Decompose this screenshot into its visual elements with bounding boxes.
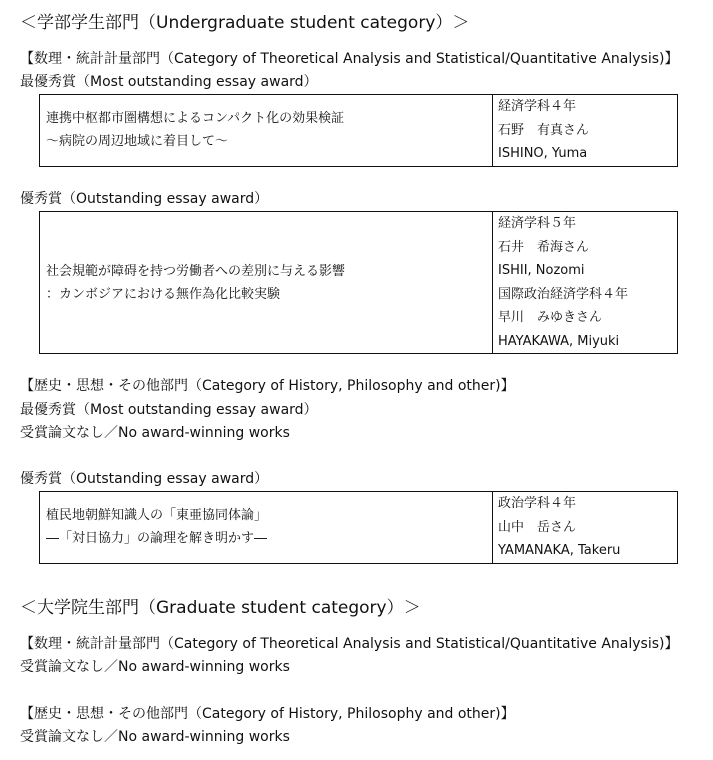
paper-title-line: 植民地朝鮮知識人の「東亜協同体論」 [46, 508, 268, 524]
undergrad-quant-heading: 【数理・統計計量部門（Category of Theoretical Analysis and Statistical/Quantitative Analysis)】 [20, 51, 679, 67]
undergrad-quant-most-label: 最優秀賞（Most outstanding essay award） [20, 74, 318, 90]
grad-heading: ＜大学院生部門（Graduate student category）＞ [20, 598, 421, 618]
undergrad-history-out-label: 優秀賞（Outstanding essay award） [20, 471, 269, 487]
undergrad-history-heading: 【歴史・思想・その他部門（Category of History, Philosophy and other)】 [20, 378, 515, 394]
paper-title-cell [40, 95, 493, 167]
author-dept: 経済学科５年 [498, 216, 577, 231]
undergrad-history-out-table [39, 491, 678, 564]
author-name-en: YAMANAKA, Takeru [498, 543, 621, 558]
author-name-en: ISHII, Nozomi [498, 263, 585, 278]
author-name-ja: 石井 希海さん [498, 239, 590, 255]
grad-quant-heading: 【数理・統計計量部門（Category of Theoretical Analysis and Statistical/Quantitative Analysis)】 [20, 636, 679, 652]
author-dept: 経済学科４年 [498, 99, 577, 114]
author-cell [493, 212, 678, 354]
paper-title-line: 連携中枢都市圏構想によるコンパクト化の効果検証 [46, 111, 345, 127]
undergrad-quant-out-table [39, 211, 678, 354]
author-name-ja: 石野 有真さん [498, 122, 590, 138]
undergrad-quant-out-label: 優秀賞（Outstanding essay award） [20, 191, 269, 207]
grad-history-heading: 【歴史・思想・その他部門（Category of History, Philosophy and other)】 [20, 706, 515, 722]
paper-title-cell [40, 492, 493, 564]
paper-subtitle-line: ～病院の周辺地域に着目して～ [46, 134, 229, 150]
author-name-en: ISHINO, Yuma [498, 146, 588, 161]
author-name-ja: 早川 みゆきさん [498, 310, 603, 325]
undergrad-heading: ＜学部学生部門（Undergraduate student category）＞ [20, 13, 470, 33]
grad-history-none: 受賞論文なし／No award-winning works [20, 729, 290, 745]
author-cell [493, 492, 678, 564]
undergrad-history-most-none: 受賞論文なし／No award-winning works [20, 425, 290, 441]
author-dept: 政治学科４年 [498, 496, 577, 511]
paper-subtitle-line: ：カンボジアにおける無作為化比較実験 [46, 286, 281, 302]
undergrad-history-most-label: 最優秀賞（Most outstanding essay award） [20, 402, 318, 418]
author-name-en: HAYAKAWA, Miyuki [498, 333, 620, 349]
author-dept: 国際政治経済学科４年 [498, 286, 629, 302]
table-row [40, 212, 678, 354]
grad-quant-none: 受賞論文なし／No award-winning works [20, 659, 290, 675]
paper-title-cell [40, 212, 493, 354]
table-row [40, 492, 678, 564]
table-row [40, 95, 678, 167]
author-cell [493, 95, 678, 167]
undergrad-quant-most-table [39, 94, 678, 167]
author-name-ja: 山中 岳さん [498, 519, 577, 535]
paper-subtitle-line: ―「対日協力」の論理を解き明かす― [46, 531, 268, 547]
paper-title-line: 社会規範が障碍を持つ労働者への差別に与える影響 [46, 263, 346, 279]
